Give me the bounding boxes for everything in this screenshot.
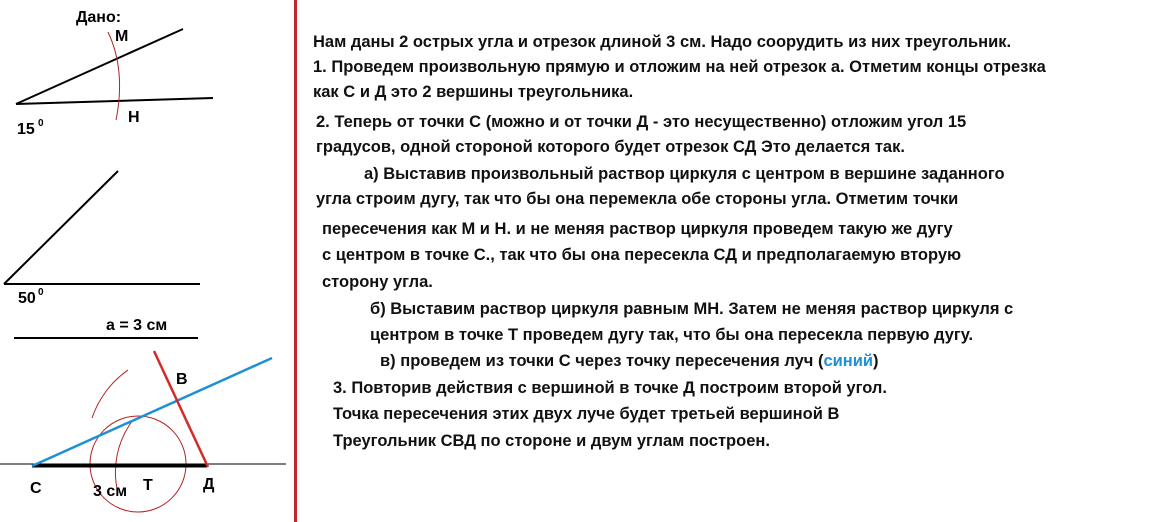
text-line-12: центром в точке Т проведем дугу так, что бы она пересекла первую дугу.: [370, 326, 974, 344]
angle50-value: 50: [18, 290, 36, 307]
point-d-label: Д: [203, 476, 215, 493]
red-divider: [294, 0, 297, 522]
angle15-ray: [16, 29, 183, 104]
segment-a-label: a = 3 см: [106, 317, 168, 334]
angle50-ray: [4, 171, 118, 284]
text-line-5: градусов, одной стороной которого будет отрезок СД Это делается так.: [316, 138, 905, 156]
blue-ray: [32, 358, 272, 466]
length-label: 3 см: [93, 483, 128, 500]
text-line-1: Нам даны 2 острых угла и отрезок длиной 3 см. Надо соорудить из них треугольник.: [313, 33, 1012, 51]
text-line-11: б) Выставим раствор циркуля равным МН. Затем не меняя раствор циркуля с: [370, 300, 1014, 318]
text-line-16: Треугольник СВД по стороне и двум углам построен.: [333, 432, 770, 450]
text-line-13: в) проведем из точки С через точку пересечения луч (синий): [380, 352, 879, 370]
text-line-7: угла строим дугу, так что бы она перемекла обе стороны угла. Отметим точки: [316, 190, 959, 208]
text-line-3: как С и Д это 2 вершины треугольника.: [313, 83, 634, 101]
text-line-10: сторону угла.: [322, 273, 433, 291]
given-label: Дано:: [76, 9, 122, 26]
point-h-label: Н: [128, 109, 140, 126]
text-line-14: 3. Повторив действия с вершиной в точке Д построим второй угол.: [333, 379, 887, 397]
arc-outer: [92, 370, 128, 418]
point-t-label: Т: [143, 477, 153, 494]
angle15-base: [16, 98, 213, 104]
text-line-15: Точка пересечения этих двух луче будет третьей вершиной В: [333, 405, 840, 423]
red-ray: [154, 351, 208, 467]
angle50-degree: 0: [38, 287, 44, 298]
construction-drawing: [0, 0, 292, 522]
blue-word: синий: [823, 352, 874, 370]
angle15-value: 15: [17, 121, 35, 138]
point-c-label: С: [30, 480, 42, 497]
point-b-label: В: [176, 371, 188, 388]
text-line-4: 2. Теперь от точки С (можно и от точки Д - это несущественно) отложим угол 15: [316, 113, 967, 131]
point-m-label: M: [115, 28, 129, 45]
text-line-8: пересечения как М и Н. и не меняя раствор циркуля проведем такую же дугу: [322, 220, 953, 238]
text-line-6: а) Выставив произвольный раствор циркуля с центром в вершине заданного: [364, 165, 1005, 183]
text-line-2: 1. Проведем произвольную прямую и отложим на ней отрезок а. Отметим концы отрезка: [313, 58, 1046, 76]
text-line-9: с центром в точке С., так что бы она пересекла СД и предполагаемую вторую: [322, 246, 962, 264]
angle15-degree: 0: [38, 118, 44, 129]
angle15-arc: [108, 32, 120, 120]
